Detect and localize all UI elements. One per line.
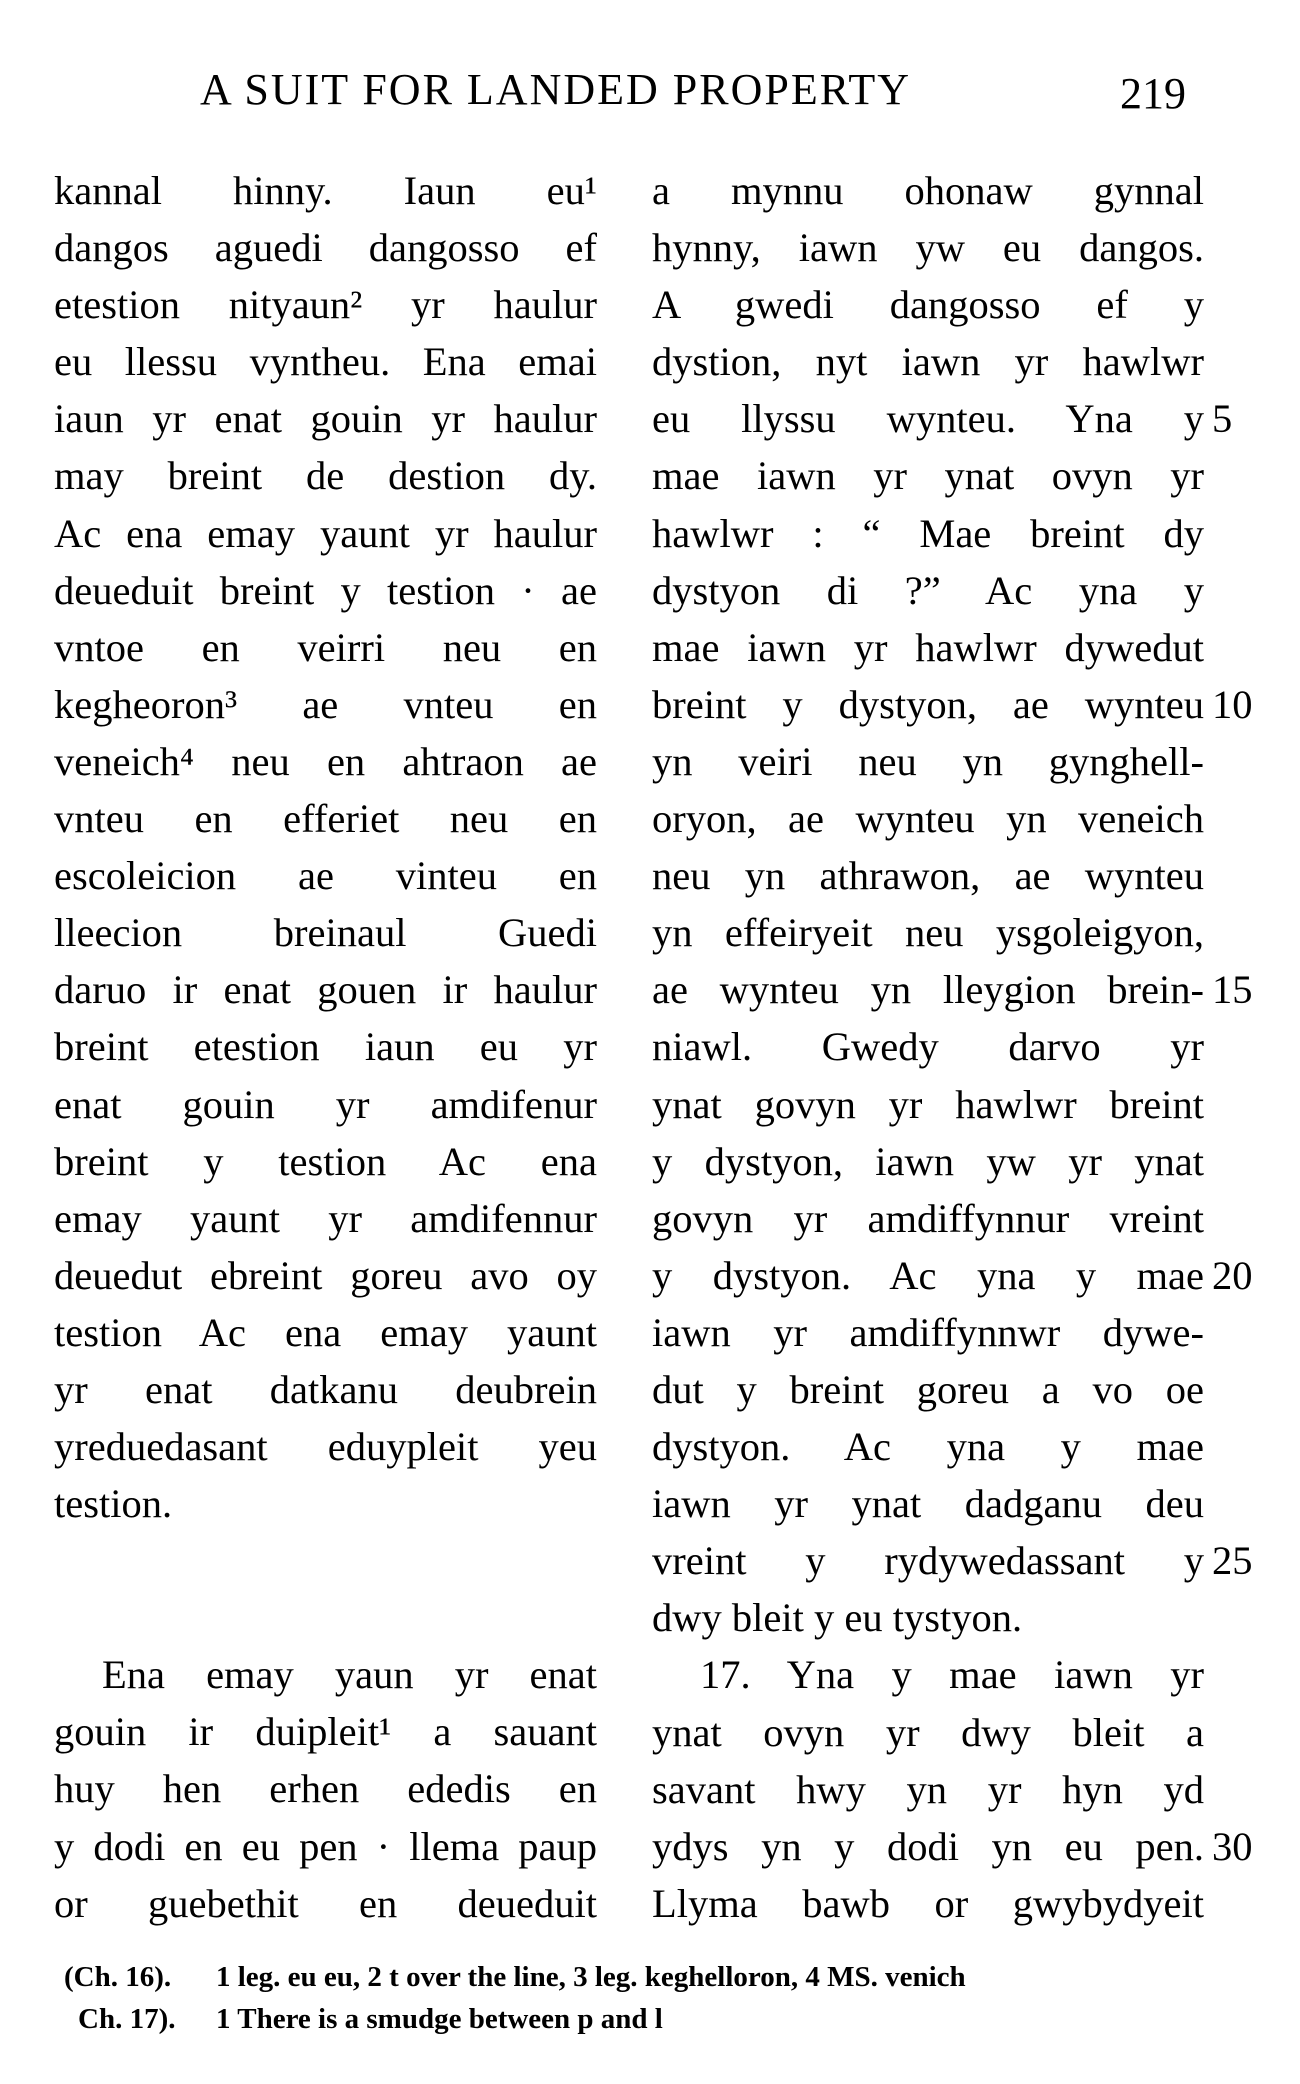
text-line: eu llyssu wynteu. Yna y (652, 396, 1204, 442)
text-line: kannal hinny. Iaun eu¹ (54, 168, 597, 213)
text-line: y dodi en eu pen · llema paup (54, 1823, 597, 1869)
text-line: vreint y rydywedassant y (652, 1538, 1204, 1584)
page-number: 219 (1120, 69, 1186, 118)
text-line: etestion nityaun² yr haulur (54, 282, 597, 328)
text-line: y dystyon. Ac yna y mae (652, 1252, 1204, 1298)
text-line: hynny, iawn yw eu dangos. (652, 225, 1204, 271)
text-line: may breint de destion dy. (54, 453, 597, 499)
text-line: yn veiri neu yn gynghell- (652, 738, 1204, 784)
text-line: Ac ena emay yaunt yr haulur (54, 510, 597, 556)
text-line: breint y dystyon, ae wynteu (652, 681, 1204, 727)
left-column-medieval-text (54, 162, 597, 1932)
text-line: lleecion breinaul Guedi (54, 910, 597, 956)
line-number: 25 (1212, 1538, 1253, 1584)
line-number: 10 (1212, 681, 1253, 727)
text-line: dwy bleit y eu tystyon. (652, 1595, 1023, 1641)
footnote-ch17 (64, 1998, 1224, 2040)
text-line: testion. (54, 1481, 173, 1527)
paragraph-gap (54, 1532, 597, 1646)
footnote-text: 1 There is a smudge between p and l (216, 2003, 663, 2035)
text-line: testion Ac ena emay yaunt (54, 1309, 597, 1355)
text-line: y dystyon, iawn yw yr ynat (652, 1138, 1204, 1184)
text-line: gouin ir duipleit¹ a sauant (54, 1709, 597, 1755)
text-line: 17. Yna y mae iawn yr (700, 1652, 1204, 1698)
text-line: A gwedi dangosso ef y (652, 282, 1204, 328)
text-line: or guebethit en deueduit (54, 1880, 597, 1926)
text-line: ynat govyn yr hawlwr breint (652, 1081, 1204, 1127)
text-line: breint y testion Ac ena (54, 1138, 597, 1184)
line-number: 30 (1212, 1823, 1253, 1869)
text-line: hawlwr : “ Mae breint dy (652, 510, 1204, 556)
text-line: iawn yr amdiffynnwr dywe- (652, 1309, 1204, 1355)
text-line: vntoe en veirri neu en (54, 624, 597, 670)
text-line: vnteu en efferiet neu en (54, 796, 597, 842)
footnote-text: 1 leg. eu eu, 2 t over the line, 3 leg. keghelloron, 4 MS. venich (216, 1961, 966, 1993)
text-line: huy hen erhen ededis en (54, 1766, 597, 1812)
text-line: escoleicion ae vinteu en (54, 853, 597, 899)
footnotes (64, 1956, 1224, 2040)
text-line: Llyma bawb or gwybydyeit (652, 1880, 1204, 1926)
footnote-label: (Ch. 16). (64, 1961, 172, 1993)
text-line: breint etestion iaun eu yr (54, 1024, 597, 1070)
text-line: govyn yr amdiffynnur vreint (652, 1195, 1204, 1241)
text-line: mae iawn yr ynat ovyn yr (652, 453, 1204, 499)
right-column-modern-text (652, 162, 1204, 1932)
text-line: dystyon. Ac yna y mae (652, 1424, 1204, 1470)
text-line: eu llessu vyntheu. Ena emai (54, 339, 597, 385)
line-number: 15 (1212, 967, 1253, 1013)
text-line: dystion, nyt iawn yr hawlwr (652, 339, 1204, 385)
line-number: 20 (1212, 1252, 1253, 1298)
text-line: dystyon di ?” Ac yna y (652, 567, 1204, 613)
text-line: yreduedasant eduypleit yeu (54, 1424, 597, 1470)
text-line: kegheoron³ ae vnteu en (54, 681, 597, 727)
text-line: a mynnu ohonaw gynnal (652, 168, 1204, 213)
text-line: dut y breint goreu a vo oe (652, 1366, 1204, 1412)
line-number-margin (1212, 162, 1292, 1875)
text-line: veneich⁴ neu en ahtraon ae (54, 738, 597, 784)
text-line: iawn yr ynat dadganu deu (652, 1481, 1204, 1527)
text-line: daruo ir enat gouen ir haulur (54, 967, 597, 1013)
text-line: Ena emay yaun yr enat (102, 1652, 597, 1698)
footnote-label: Ch. 17). (78, 2003, 176, 2035)
text-line: deuedut ebreint goreu avo oy (54, 1252, 597, 1298)
text-line: ynat ovyn yr dwy bleit a (652, 1709, 1204, 1755)
text-line: niawl. Gwedy darvo yr (652, 1024, 1204, 1070)
text-line: oryon, ae wynteu yn veneich (652, 796, 1204, 842)
text-line: yr enat datkanu deubrein (54, 1366, 597, 1412)
text-line: yn effeiryeit neu ysgoleigyon, (652, 910, 1204, 956)
text-line: deueduit breint y testion · ae (54, 567, 597, 613)
text-line: neu yn athrawon, ae wynteu (652, 853, 1204, 899)
text-line: savant hwy yn yr hyn yd (652, 1766, 1204, 1812)
text-line: ae wynteu yn lleygion brein- (652, 967, 1204, 1013)
text-line: emay yaunt yr amdifennur (54, 1195, 597, 1241)
footnote-ch16 (64, 1956, 1224, 1998)
text-line: iaun yr enat gouin yr haulur (54, 396, 597, 442)
text-line: dangos aguedi dangosso ef (54, 225, 597, 271)
text-line: ydys yn y dodi yn eu pen. (652, 1823, 1204, 1869)
text-line: mae iawn yr hawlwr dywedut (652, 624, 1204, 670)
running-title: A SUIT FOR LANDED PROPERTY (200, 65, 912, 114)
text-line: enat gouin yr amdifenur (54, 1081, 597, 1127)
line-number: 5 (1212, 396, 1233, 442)
